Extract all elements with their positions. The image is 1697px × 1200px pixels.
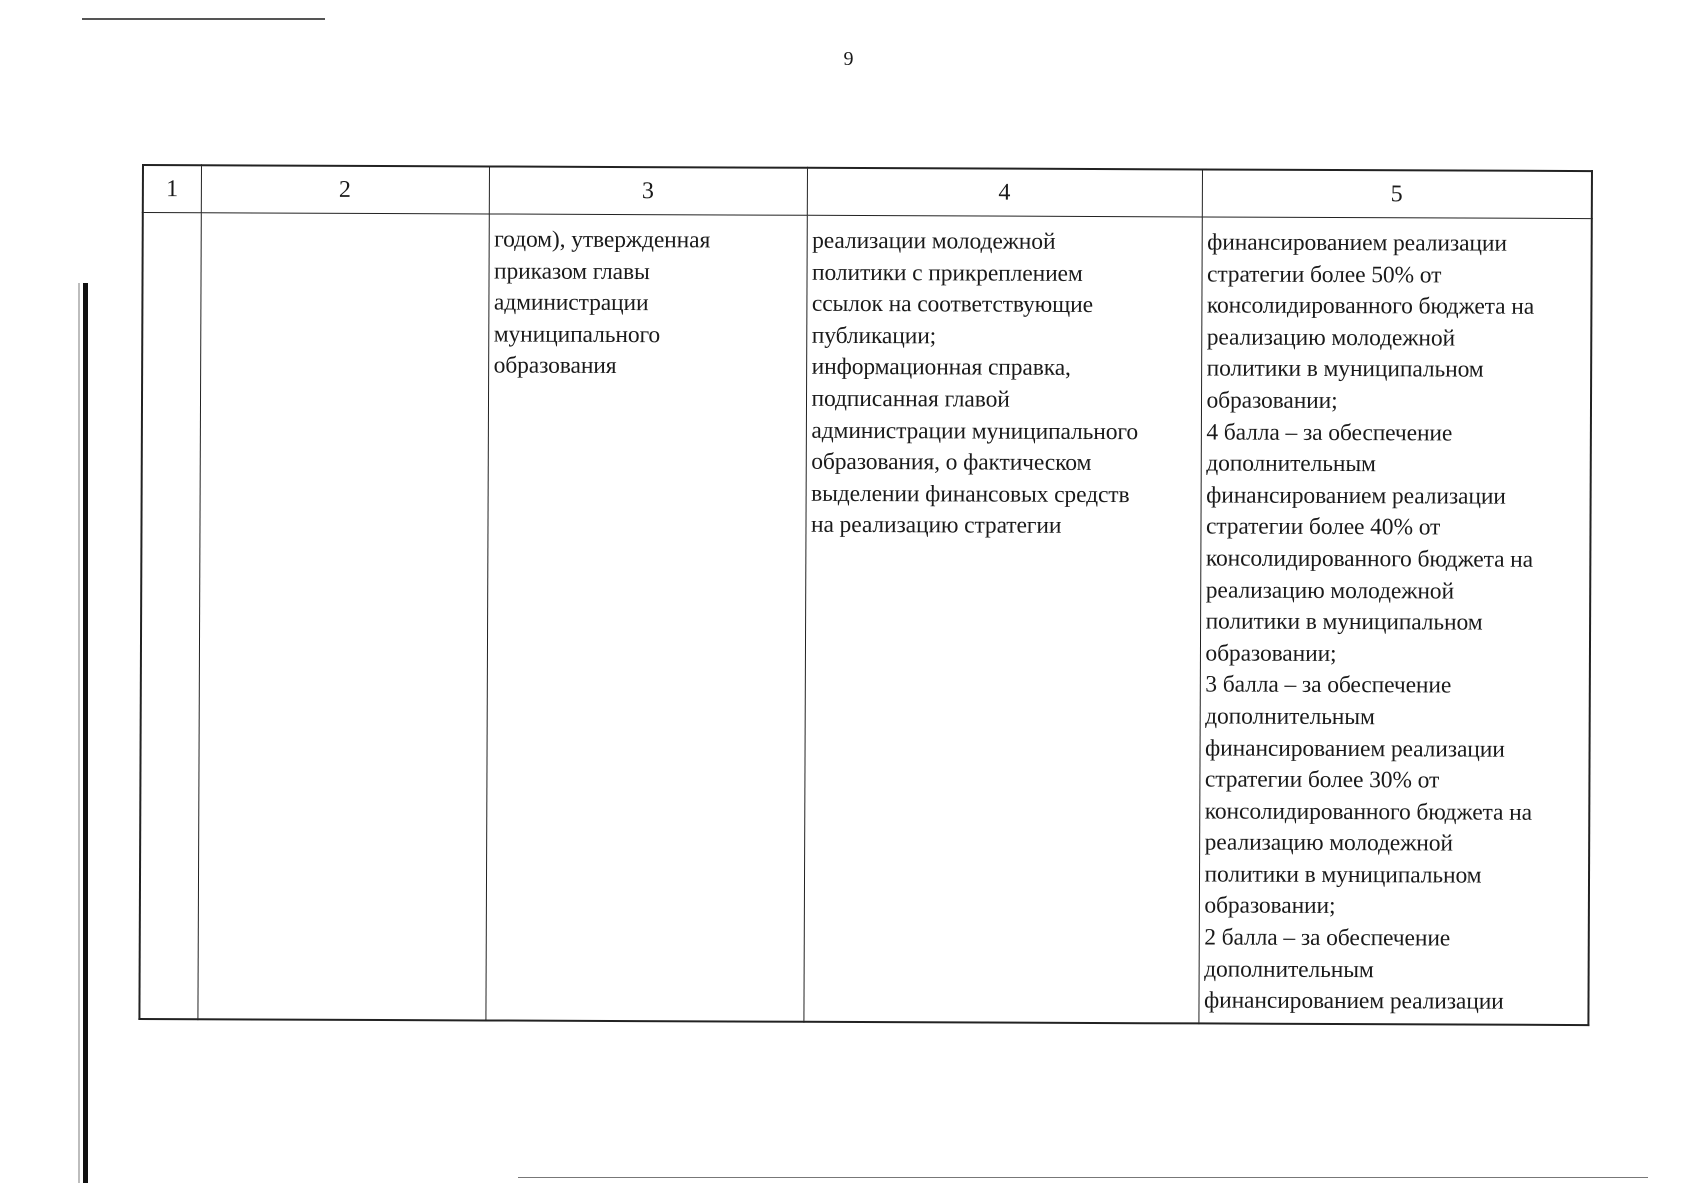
table-cell-col1 bbox=[139, 213, 200, 1020]
cell-text-col1 bbox=[144, 213, 201, 223]
page-number: 9 bbox=[843, 48, 854, 70]
scan-left-edge bbox=[78, 283, 88, 1183]
column-header-2: 2 bbox=[201, 165, 489, 214]
cell-text-col2 bbox=[201, 213, 488, 224]
scan-bottom-line bbox=[518, 1177, 1648, 1178]
table-row bbox=[139, 213, 1591, 1026]
table-header-row bbox=[143, 165, 1592, 219]
column-header-5: 5 bbox=[1202, 169, 1592, 218]
criteria-table-container bbox=[138, 164, 1591, 1026]
table-cell-col2 bbox=[197, 213, 488, 1021]
table-cell-col5 bbox=[1198, 217, 1591, 1025]
cell-text-col3: годом), утвержденная приказом главы администрации муниципального образования bbox=[493, 226, 711, 380]
column-header-3: 3 bbox=[489, 166, 807, 215]
column-header-4: 4 bbox=[807, 168, 1202, 217]
cell-text-col4: реализации молодежной политики с прикреплением ссылок на соответствующие публикации; информационная справка, подписанная главой администрации муниципального образования, о фактическом выделении финансовых средств на реализацию стратегии bbox=[810, 227, 1139, 540]
criteria-table bbox=[138, 164, 1593, 1026]
scan-top-line bbox=[82, 18, 325, 20]
table-cell-col3 bbox=[485, 214, 806, 1022]
table-cell-col4 bbox=[803, 215, 1201, 1023]
column-header-1: 1 bbox=[143, 165, 201, 213]
cell-text-col5: финансированием реализации стратегии более 50% от консолидированного бюджета на реализацию молодежной политики в муниципальном образовании; 4 балла – за обеспечение дополнительным финансированием реализации стратегии более 40% от консолидированного бюджета на реализацию молодежной политики в муниципальном образовании; 3 балла – за обеспечение дополнительным финансированием реализации стратегии более 30% от консолидированного бюджета на реализацию молодежной политики в муниципальном образовании; 2 балла – за обеспечение дополнительным финансированием реализации bbox=[1203, 229, 1535, 1015]
